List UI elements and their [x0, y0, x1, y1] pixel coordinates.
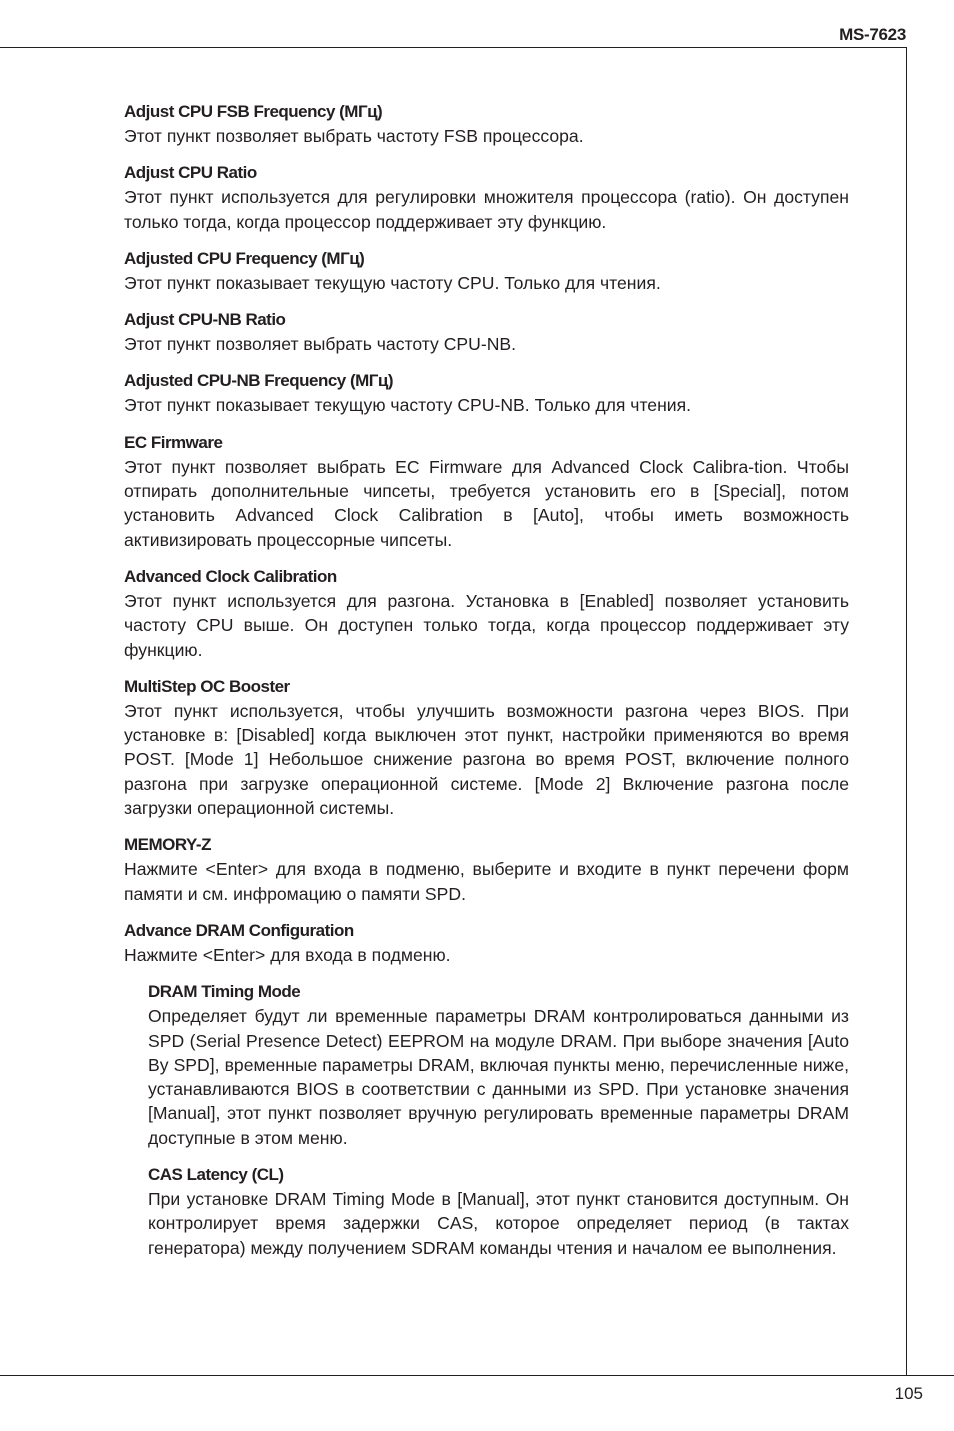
section-adjusted-cpu-frequency: [124, 247, 849, 295]
section-multistep-oc-booster: [124, 675, 849, 820]
section-heading: Advance DRAM Configuration: [124, 920, 354, 940]
section-text: Этот пункт показывает текущую частоту CPU. Только для чтения.: [124, 272, 661, 293]
subsection-text: При установке DRAM Timing Mode в [Manual], этот пункт становится доступным. Он контролирует время задержки CAS, которое определяет период (в тактах генератора) между получением SDRAM команды чтения и началом ее выполнения.: [148, 1189, 849, 1258]
section-heading: Adjust CPU FSB Frequency (МГц): [124, 102, 383, 121]
section-heading: MultiStep OC Booster: [124, 676, 290, 696]
section-heading: Adjust CPU Ratio: [124, 163, 257, 183]
section-adjust-cpu-fsb-frequency: [124, 100, 849, 148]
section-adjust-cpu-ratio: [124, 161, 849, 234]
section-heading: Adjust CPU-NB Ratio: [124, 310, 286, 330]
model-label: MS-7623: [839, 25, 906, 44]
section-advanced-clock-calibration: [124, 565, 849, 662]
section-text: Нажмите <Enter> для входа в подменю.: [124, 944, 451, 965]
subsection-heading: DRAM Timing Mode: [148, 982, 301, 1002]
section-heading: Advanced Clock Calibration: [124, 566, 337, 586]
subsection-cas-latency: [148, 1163, 849, 1260]
section-adjust-cpu-nb-ratio: [124, 308, 849, 356]
section-text: Нажмите <Enter> для входа в подменю, выберите и входите в пункт перечени форм памяти и см. инфромацию о памяти SPD.: [124, 859, 849, 904]
side-rule: [906, 47, 907, 1376]
section-text: Этот пункт позволяет выбрать частоту FSB процессора.: [124, 126, 584, 146]
section-text: Этот пункт показывает текущую частоту CPU-NB. Только для чтения.: [124, 395, 692, 416]
subsection-heading: CAS Latency (CL): [148, 1165, 284, 1185]
section-text: Этот пункт используется для регулировки множителя процессора (ratio). Он доступен только тогда, когда процессор поддерживает эту функцию.: [124, 187, 849, 232]
header-rule: [0, 47, 907, 48]
section-ec-firmware: [124, 431, 849, 552]
section-advance-dram-configuration: [124, 919, 849, 967]
subsection-dram-timing-mode: [148, 980, 849, 1150]
section-adjusted-cpu-nb-frequency: [124, 369, 849, 417]
page-content: [124, 100, 849, 1273]
section-text: Этот пункт позволяет выбрать частоту CPU-NB.: [124, 334, 517, 355]
page-number: 105: [894, 1384, 923, 1403]
section-heading: Adjusted CPU-NB Frequency (МГц): [124, 371, 394, 391]
section-heading: EC Firmware: [124, 432, 223, 452]
section-text: Этот пункт используется, чтобы улучшить возможности разгона через BIOS. При установке в: [Disabled] когда выключен этот пункт, настройки применяются во время POST. [Mode 1] Небольшое снижение разгона во время POST, включение полного разгона при загрузке операционной системе. [Mode 2] Включение разгона после загрузки операционной системы.: [124, 700, 849, 819]
section-memory-z: [124, 833, 849, 906]
section-text: Этот пункт позволяет выбрать EC Firmware для Advanced Clock Calibra-tion. Чтобы отпирать дополнительные чипсеты, требуется установить его в [Special], потом установить Advanced Clock Calibration в [Auto], чтобы иметь возможность активизировать процессорные чипсеты.: [124, 456, 849, 550]
subsection-text: Определяет будут ли временные параметры DRAM контролироваться данными из SPD (Serial Presence Detect) EEPROM на модуле DRAM. При выборе значения [Auto By SPD], временные параметры DRAM, включая пункты меню, перечисленные ниже, устанавливаются BIOS в соответствии с данными из SPD. При установке значения [Manual], этот пункт позволяет вручную регулировать временные параметры DRAM доступные в этом меню.: [148, 1006, 849, 1148]
section-text: Этот пункт используется для разгона. Установка в [Enabled] позволяет установить частоту CPU выше. Он доступен только тогда, когда процессор поддерживает эту функцию.: [124, 590, 849, 660]
footer-rule: [0, 1375, 954, 1376]
section-heading: MEMORY-Z: [124, 835, 211, 855]
section-heading: Adjusted CPU Frequency (МГц): [124, 248, 365, 268]
